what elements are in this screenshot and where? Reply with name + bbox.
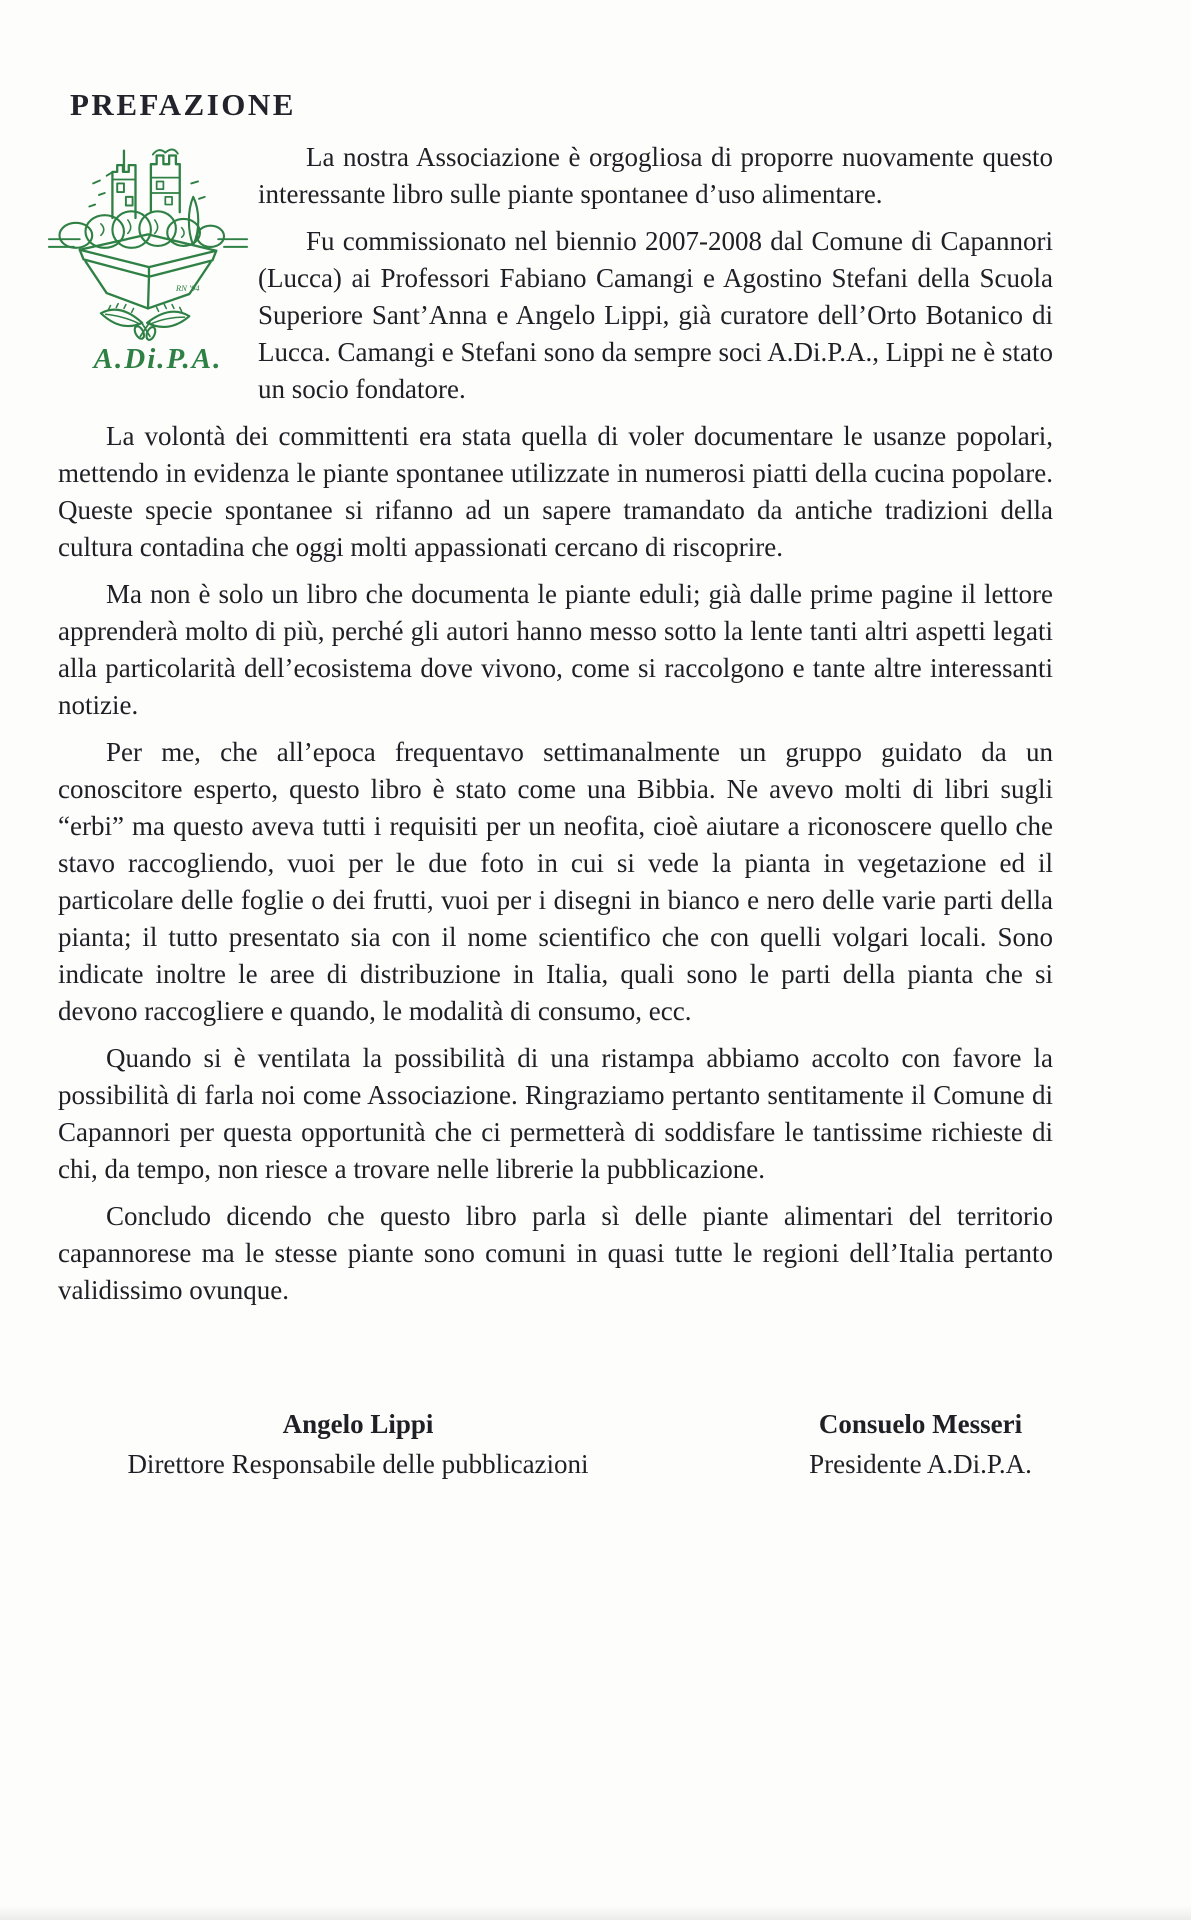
plants-icon <box>60 197 224 248</box>
tower-icon <box>112 151 135 218</box>
planter-icon <box>80 235 217 309</box>
accent-dashes-icon <box>89 173 204 207</box>
signature-role: Direttore Responsabile delle pubblicazioni <box>127 1449 589 1480</box>
tower-with-trees-icon <box>151 150 180 213</box>
signature-name: Angelo Lippi <box>282 1409 434 1440</box>
preface-paragraph: Per me, che all’epoca frequentavo settimanalmente un gruppo guidato da un conoscitore esperto, questo libro è stato come una Bibbia. Ne avevo molti di libri sugli “erbi” ma questo aveva tutti i requisiti per un neofita, cioè aiutare a riconoscere quello che stavo raccogliendo, vuoi per le due foto in cui si vede la pianta in vegetazione ed il particolare delle foglie o dei frutti, vuoi per i disegni in bianco e nero delle varie parti della pianta; il tutto presentato sia con il nome scientifico che con quelli volgari locali. Sono indicate inoltre le aree di distribuzione in Italia, quali sono le parti della pianta che si devono raccogliere e quando, le modalità di consumo, ecc. <box>58 737 1053 1027</box>
crossed-leaves-icon <box>101 304 189 342</box>
preface-paragraph: La volontà dei committenti era stata quella di voler documentare le usanze popolari, mettendo in evidenza le piante spontanee utilizzate in numerosi piatti della cucina popolare. Queste specie spontanee si rifanno ad un sapere tramandato da antiche tradizioni della cultura contadina che oggi molti appassionati cercano di riscoprire. <box>58 421 1053 563</box>
signature-role: Presidente A.Di.P.A. <box>809 1449 1032 1480</box>
artist-mark: RN '94 <box>175 283 200 294</box>
preface-paragraph: Ma non è solo un libro che documenta le piante eduli; già dalle prime pagine il lettore apprenderà molto di più, perché gli autori hanno messo sotto la lente tanti altri aspetti legati alla particolarità dell’ecosistema dove vivono, come si raccolgono e tante altre interessanti notizie. <box>58 579 1053 721</box>
preface-body <box>58 139 1053 1309</box>
page-title: PREFAZIONE <box>70 87 296 122</box>
preface-paragraph: La nostra Associazione è orgogliosa di proporre nuovamente questo interessante libro sulle piante spontanee d’uso alimentare. <box>258 142 1053 210</box>
signature-block <box>58 1404 1053 1484</box>
preface-paragraph: Concludo dicendo che questo libro parla sì delle piante alimentari del territorio capannorese ma le stesse piante sono comuni in quasi tutte le regioni dell’Italia pertanto validissimo ovunque. <box>58 1201 1053 1306</box>
preface-paragraph: Quando si è ventilata la possibilità di una ristampa abbiamo accolto con favore la possibilità di farla noi come Associazione. Ringraziamo pertanto sentitamente il Comune di Capannori per questa opportunità che ci permetterà di soddisfare le tantissime richieste di chi, da tempo, non riesce a trovare nelle librerie la pubblicazione. <box>58 1043 1053 1185</box>
adipa-logo <box>58 143 258 395</box>
adipa-emblem-icon <box>42 143 254 345</box>
signature-name: Consuelo Messeri <box>818 1409 1023 1440</box>
adipa-acronym: A.Di.P.A. <box>93 343 223 376</box>
signature-left <box>58 1404 658 1484</box>
signature-right <box>788 1404 1053 1484</box>
preface-paragraph: Fu commissionato nel biennio 2007-2008 dal Comune di Capannori (Lucca) ai Professori Fabiano Camangi e Agostino Stefani della Scuola Superiore Sant’Anna e Angelo Lippi, già curatore dell’Orto Botanico di Lucca. Camangi e Stefani sono da sempre soci A.Di.P.A., Lippi ne è stato un socio fondatore. <box>258 226 1053 405</box>
